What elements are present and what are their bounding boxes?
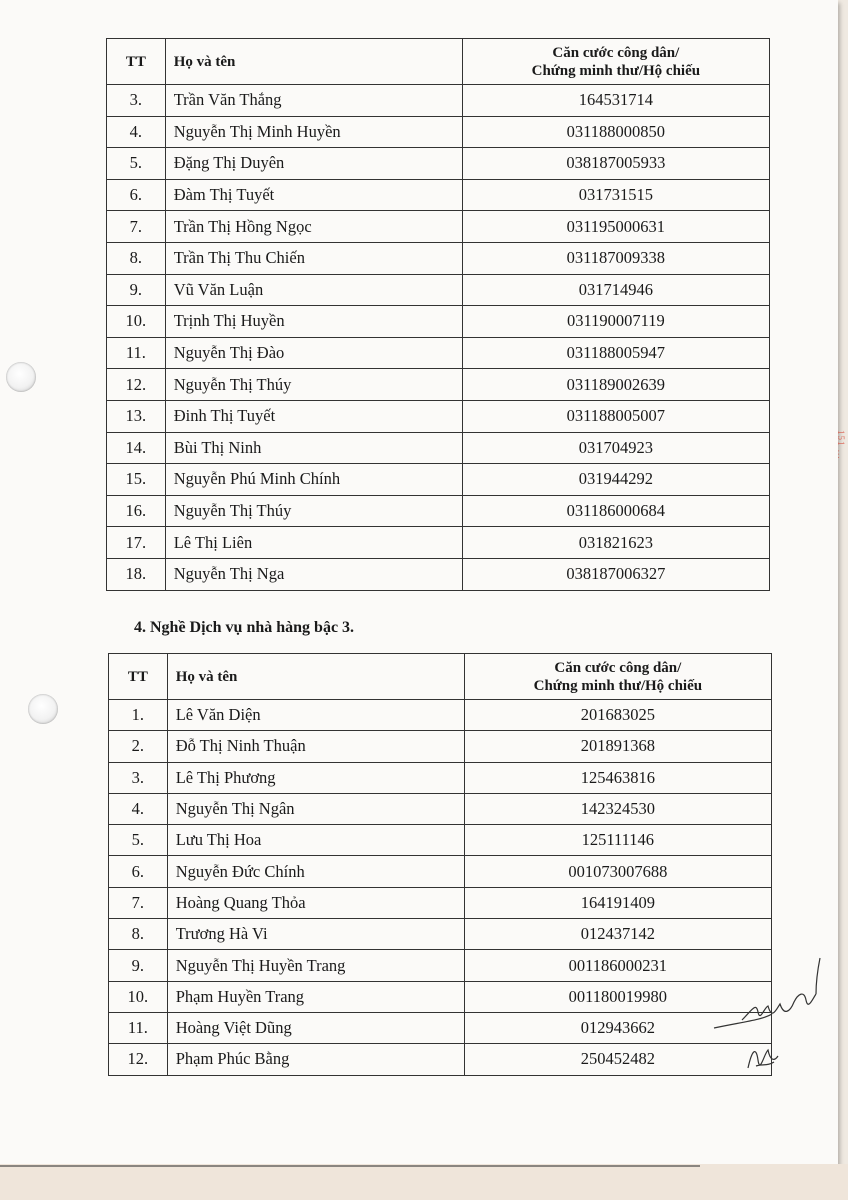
table-row xyxy=(109,981,772,1012)
row-name: Đặng Thị Duyên xyxy=(165,148,462,180)
row-name: Lê Văn Diện xyxy=(167,700,464,731)
row-id-number: 038187006327 xyxy=(462,558,769,590)
row-id-number: 031186000684 xyxy=(462,495,769,527)
row-name: Trịnh Thị Huyền xyxy=(165,306,462,338)
table-row xyxy=(107,400,770,432)
punch-hole-top xyxy=(6,362,36,392)
row-id-number: 031821623 xyxy=(462,527,769,559)
table-header-row xyxy=(109,654,772,700)
table-body-2 xyxy=(109,700,772,1076)
table-header-row xyxy=(107,39,770,85)
row-number: 12. xyxy=(107,369,166,401)
row-id-number: 012943662 xyxy=(464,1012,771,1043)
row-id-number: 001073007688 xyxy=(464,856,771,887)
table-row xyxy=(109,793,772,824)
row-name: Nguyễn Đức Chính xyxy=(167,856,464,887)
row-id-number: 031195000631 xyxy=(462,211,769,243)
row-name: Đinh Thị Tuyết xyxy=(165,400,462,432)
table-row xyxy=(107,179,770,211)
row-name: Trần Thị Thu Chiến xyxy=(165,242,462,274)
page-edge xyxy=(0,1164,848,1200)
row-id-number: 031189002639 xyxy=(462,369,769,401)
row-id-number: 164531714 xyxy=(462,85,769,117)
table-row xyxy=(107,274,770,306)
table-row xyxy=(109,887,772,918)
row-number: 13. xyxy=(107,400,166,432)
table-row xyxy=(109,825,772,856)
table-row xyxy=(107,306,770,338)
row-id-number: 031714946 xyxy=(462,274,769,306)
row-id-number: 031944292 xyxy=(462,464,769,496)
row-number: 10. xyxy=(107,306,166,338)
row-id-number: 031188005947 xyxy=(462,337,769,369)
row-id-number: 031188000850 xyxy=(462,116,769,148)
margin-stamp: 151 ... xyxy=(836,430,846,460)
row-name: Phạm Huyền Trang xyxy=(167,981,464,1012)
row-name: Trần Thị Hồng Ngọc xyxy=(165,211,462,243)
table-row xyxy=(107,211,770,243)
row-name: Nguyễn Thị Nga xyxy=(165,558,462,590)
row-number: 3. xyxy=(107,85,166,117)
table-row xyxy=(109,1044,772,1075)
row-name: Đỗ Thị Ninh Thuận xyxy=(167,731,464,762)
row-id-number: 250452482 xyxy=(464,1044,771,1075)
row-number: 11. xyxy=(109,1012,168,1043)
header-id-line2: Chứng minh thư/Hộ chiếu xyxy=(533,677,703,694)
row-id-number: 038187005933 xyxy=(462,148,769,180)
row-name: Nguyễn Thị Ngân xyxy=(167,793,464,824)
row-name: Lưu Thị Hoa xyxy=(167,825,464,856)
row-id-number: 201683025 xyxy=(464,700,771,731)
row-number: 4. xyxy=(109,793,168,824)
row-name: Hoàng Quang Thỏa xyxy=(167,887,464,918)
row-id-number: 125463816 xyxy=(464,762,771,793)
row-name: Nguyễn Thị Đào xyxy=(165,337,462,369)
row-number: 5. xyxy=(109,825,168,856)
row-id-number: 164191409 xyxy=(464,887,771,918)
row-number: 9. xyxy=(107,274,166,306)
table-row xyxy=(107,527,770,559)
row-number: 6. xyxy=(109,856,168,887)
row-name: Nguyễn Thị Huyền Trang xyxy=(167,950,464,981)
row-name: Đàm Thị Tuyết xyxy=(165,179,462,211)
row-id-number: 031704923 xyxy=(462,432,769,464)
row-number: 17. xyxy=(107,527,166,559)
row-number: 4. xyxy=(107,116,166,148)
table-list-2 xyxy=(108,653,772,1076)
row-number: 18. xyxy=(107,558,166,590)
punch-hole-bottom xyxy=(28,694,58,724)
row-number: 3. xyxy=(109,762,168,793)
row-name: Trương Hà Vi xyxy=(167,919,464,950)
table-row xyxy=(109,762,772,793)
row-number: 11. xyxy=(107,337,166,369)
row-id-number: 142324530 xyxy=(464,793,771,824)
header-id-line2: Chứng minh thư/Hộ chiếu xyxy=(531,62,701,79)
table-row xyxy=(107,495,770,527)
row-id-number: 031188005007 xyxy=(462,400,769,432)
row-id-number: 031190007119 xyxy=(462,306,769,338)
table-row xyxy=(107,369,770,401)
row-name: Trần Văn Thắng xyxy=(165,85,462,117)
header-name: Họ và tên xyxy=(165,39,462,85)
row-number: 6. xyxy=(107,179,166,211)
table-row xyxy=(107,116,770,148)
row-number: 15. xyxy=(107,464,166,496)
row-number: 8. xyxy=(107,242,166,274)
table-row xyxy=(107,242,770,274)
row-number: 1. xyxy=(109,700,168,731)
table-row xyxy=(109,700,772,731)
row-id-number: 201891368 xyxy=(464,731,771,762)
row-number: 7. xyxy=(107,211,166,243)
row-number: 9. xyxy=(109,950,168,981)
row-name: Bùi Thị Ninh xyxy=(165,432,462,464)
row-name: Nguyễn Thị Thúy xyxy=(165,369,462,401)
header-id-line1: Căn cước công dân/ xyxy=(552,44,680,61)
row-number: 12. xyxy=(109,1044,168,1075)
row-id-number: 031731515 xyxy=(462,179,769,211)
row-name: Lê Thị Phương xyxy=(167,762,464,793)
header-id xyxy=(462,39,769,85)
header-name: Họ và tên xyxy=(167,654,464,700)
row-id-number: 001186000231 xyxy=(464,950,771,981)
row-name: Nguyễn Thị Thúy xyxy=(165,495,462,527)
table-row xyxy=(107,148,770,180)
row-name: Nguyễn Thị Minh Huyền xyxy=(165,116,462,148)
handwritten-signature xyxy=(712,950,822,1080)
table-row xyxy=(107,85,770,117)
row-id-number: 125111146 xyxy=(464,825,771,856)
row-name: Hoàng Việt Dũng xyxy=(167,1012,464,1043)
table-list-1 xyxy=(106,38,770,591)
row-number: 2. xyxy=(109,731,168,762)
row-number: 14. xyxy=(107,432,166,464)
header-tt: TT xyxy=(107,39,166,85)
row-number: 16. xyxy=(107,495,166,527)
table-row xyxy=(109,950,772,981)
table-row xyxy=(109,731,772,762)
table-body-1 xyxy=(107,85,770,591)
table-row xyxy=(109,919,772,950)
table-row xyxy=(109,856,772,887)
header-tt: TT xyxy=(109,654,168,700)
table-row xyxy=(109,1012,772,1043)
row-name: Phạm Phúc Bằng xyxy=(167,1044,464,1075)
row-id-number: 001180019980 xyxy=(464,981,771,1012)
row-number: 8. xyxy=(109,919,168,950)
row-id-number: 012437142 xyxy=(464,919,771,950)
row-number: 10. xyxy=(109,981,168,1012)
header-id-line1: Căn cước công dân/ xyxy=(554,659,682,676)
table-row xyxy=(107,337,770,369)
table-row xyxy=(107,558,770,590)
header-id xyxy=(464,654,771,700)
section-title: 4. Nghề Dịch vụ nhà hàng bậc 3. xyxy=(134,619,355,636)
row-name: Nguyễn Phú Minh Chính xyxy=(165,464,462,496)
table-row xyxy=(107,432,770,464)
table-row xyxy=(107,464,770,496)
row-name: Vũ Văn Luận xyxy=(165,274,462,306)
row-id-number: 031187009338 xyxy=(462,242,769,274)
row-name: Lê Thị Liên xyxy=(165,527,462,559)
page-edge-line xyxy=(0,1165,700,1167)
row-number: 7. xyxy=(109,887,168,918)
row-number: 5. xyxy=(107,148,166,180)
